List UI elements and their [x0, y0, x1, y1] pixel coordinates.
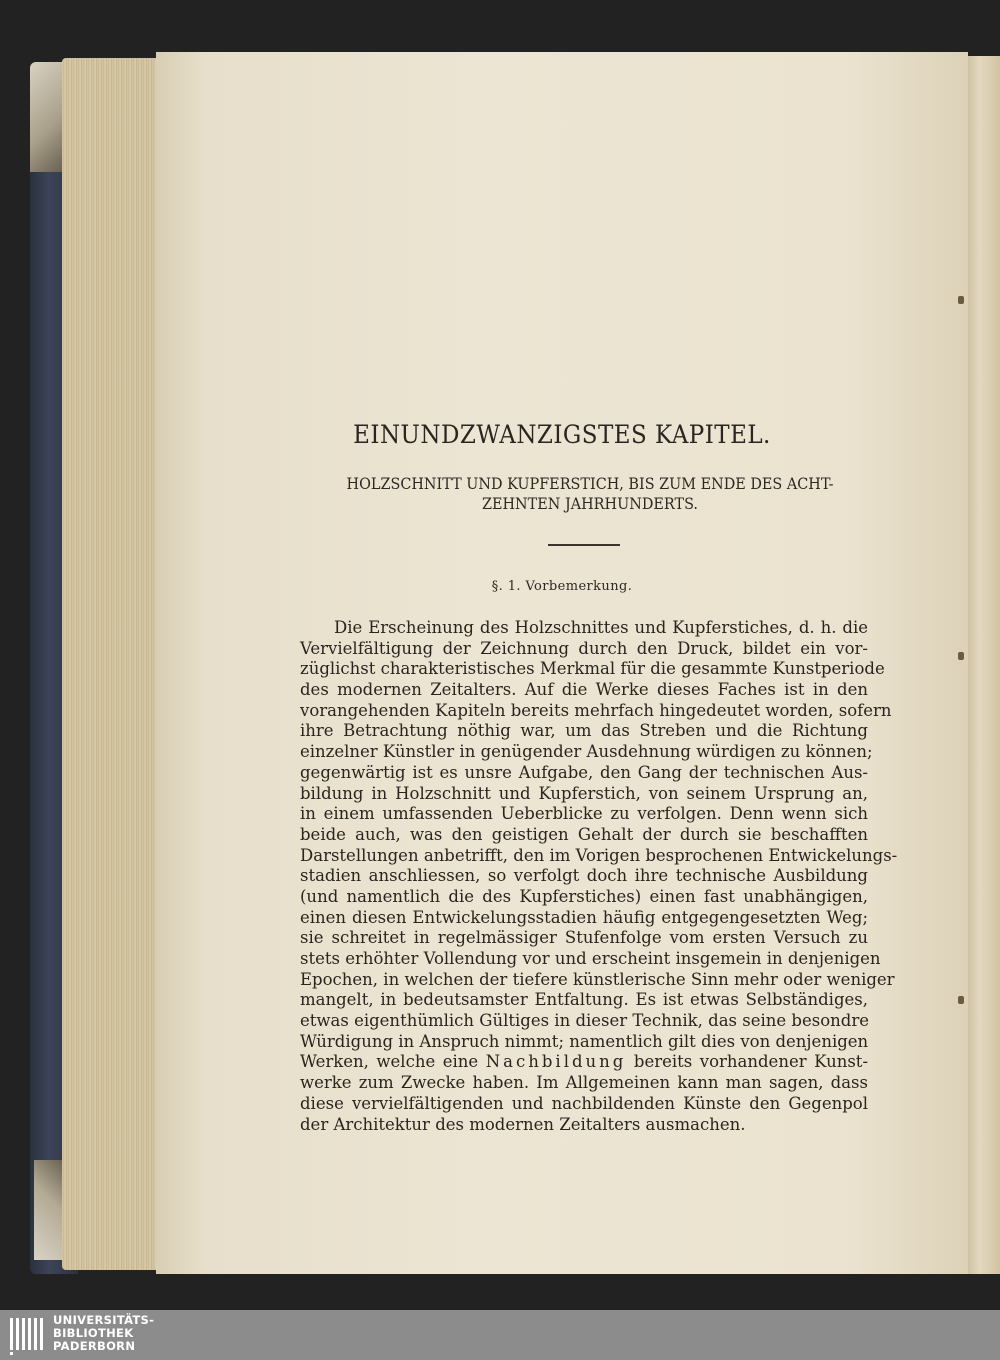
text-line: der Architektur des modernen Zeitalters ausmachen. [300, 1114, 746, 1134]
text-fragment: bereits vorhandener Kunst- [633, 1052, 869, 1072]
text-line: Die Erscheinung des Holzschnittes und Kupferstiches, d. h. die [334, 618, 868, 637]
section-heading: §. 1. Vorbemerkung. [491, 579, 633, 594]
text-line: vorangehenden Kapiteln bereits mehrfach hingedeutet worden, sofern [300, 700, 892, 720]
subtitle-line: ZEHNTEN JAHRHUNDERTS. [481, 494, 698, 513]
text-line: Epochen, in welchen der tiefere künstlerische Sinn mehr oder weniger [300, 969, 895, 989]
chapter-subtitle [329, 474, 851, 514]
body-paragraph [300, 618, 898, 1135]
text-line: Darstellungen anbetrifft, den im Vorigen besprochenen Entwickelungs- [300, 845, 898, 865]
library-name-line: UNIVERSITÄTS- [53, 1313, 155, 1327]
text-line: in einem umfassenden Ueberblicke zu verfolgen. Denn wenn sich [300, 804, 868, 824]
text-line: diese vervielfältigenden und nachbildenden Künste den Gegenpol [300, 1093, 868, 1113]
text-line-with-emphasis [300, 1052, 868, 1073]
library-footer-bar [0, 1310, 1000, 1360]
text-line: züglichst charakteristisches Merkmal für die gesammte Kunstperiode [300, 659, 885, 679]
facing-page-edge [966, 56, 1000, 1274]
text-line: sie schreitet in regelmässiger Stufenfolge vom ersten Versuch zu [300, 928, 868, 948]
text-line: ihre Betrachtung nöthig war, um das Streben und die Richtung [300, 721, 868, 741]
binding-mark [958, 652, 964, 660]
title-divider [548, 544, 620, 546]
binding-mark [958, 996, 964, 1004]
text-fragment: Werken, welche eine [300, 1052, 479, 1072]
text-line: werke zum Zwecke haben. Im Allgemeinen kann man sagen, dass [300, 1073, 868, 1093]
page-edges [62, 58, 160, 1270]
text-line: mangelt, in bedeutsamster Entfaltung. Es ist etwas Selbständiges, [300, 990, 868, 1010]
text-line: einen diesen Entwickelungsstadien häufig entgegengesetzten Weg; [300, 907, 868, 927]
chapter-title: EINUNDZWANZIGSTES KAPITEL. [353, 420, 771, 449]
text-line: (und namentlich die des Kupferstiches) einen fast unabhängigen, [300, 886, 868, 906]
text-line: Würdigung in Anspruch nimmt; namentlich gilt dies von denjenigen [300, 1031, 869, 1051]
text-line: stets erhöhter Vollendung vor und erscheint insgemein in denjenigen [300, 949, 881, 968]
text-line: Vervielfältigung der Zeichnung durch den Druck, bildet ein vor- [300, 638, 868, 658]
library-name [53, 1314, 154, 1353]
text-line: einzelner Künstler in genügender Ausdehnung würdigen zu können; [300, 742, 873, 762]
library-name-line: PADERBORN [53, 1339, 136, 1353]
library-logo-icon [8, 1314, 48, 1356]
subtitle-line: HOLZSCHNITT UND KUPFERSTICH, BIS ZUM ENDE DES ACHT- [346, 474, 834, 493]
emphasized-word: Nachbildung [485, 1052, 627, 1072]
text-line: etwas eigenthümlich Gültiges in dieser Technik, das seine besondre [300, 1011, 869, 1031]
text-line: gegenwärtig ist es unsre Aufgabe, den Gang der technischen Aus- [300, 762, 868, 782]
binding-mark [958, 296, 964, 304]
text-line: bildung in Holzschnitt und Kupferstich, von seinem Ursprung an, [300, 783, 868, 803]
text-line: beide auch, was den geistigen Gehalt der durch sie beschafften [300, 824, 868, 844]
text-line: stadien anschliessen, so verfolgt doch ihre technische Ausbildung [300, 866, 868, 886]
library-name-line: BIBLIOTHEK [53, 1326, 134, 1340]
text-line: des modernen Zeitalters. Auf die Werke dieses Faches ist in den [300, 680, 868, 700]
